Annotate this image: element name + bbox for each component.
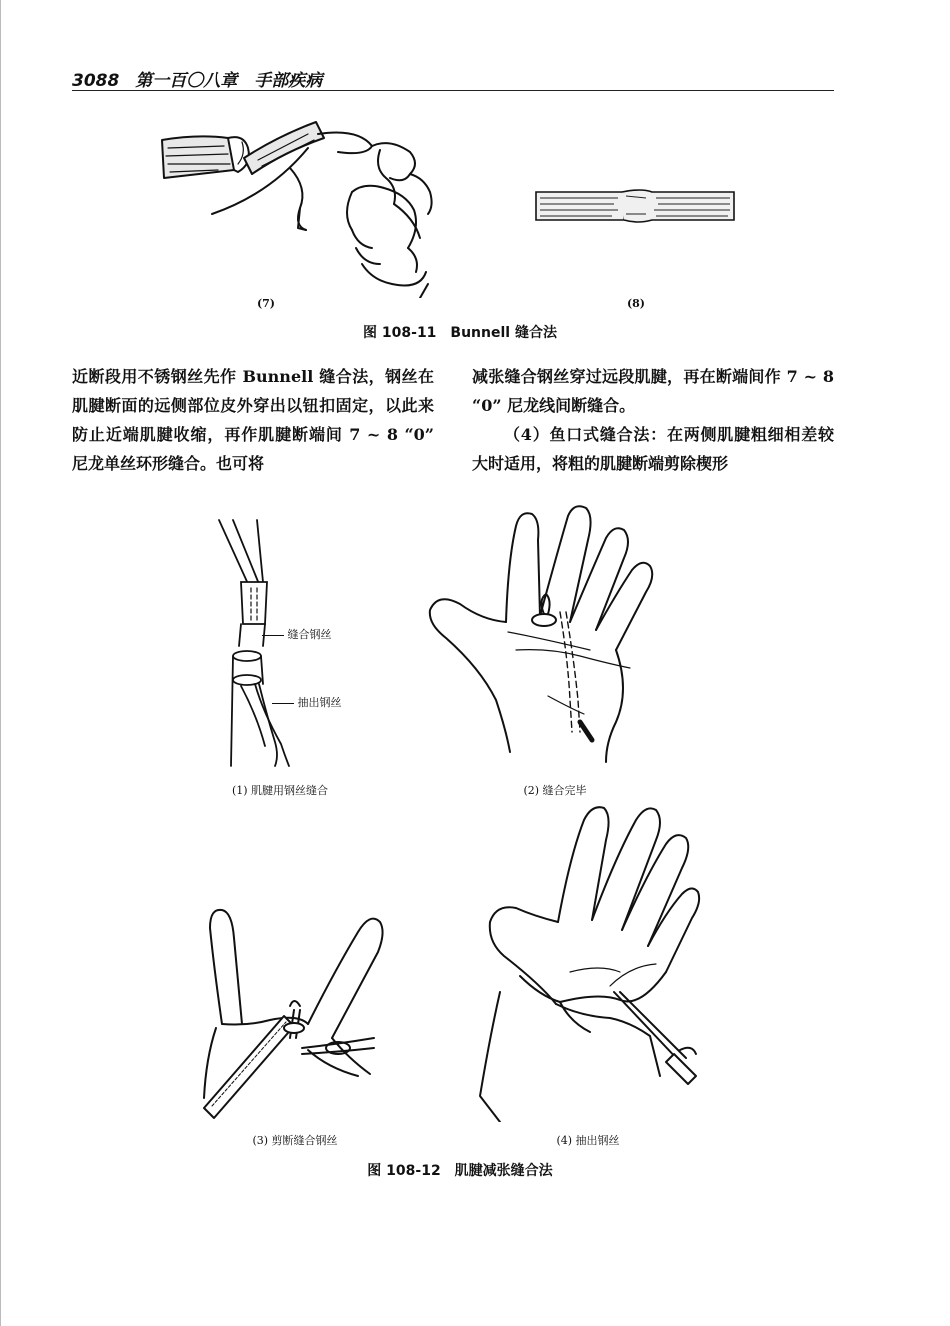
figure-108-12-sublabel-3: (3) 剪断缝合钢丝 xyxy=(252,1134,338,1147)
body-right-paragraph-2: （4）鱼口式缝合法：在两侧肌腱粗细相差较大时适用，将粗的肌腱断端剪除楔形 xyxy=(472,425,834,473)
figure-108-12-2-illustration xyxy=(420,500,670,770)
figure-108-12-3-illustration xyxy=(198,898,388,1124)
figure-108-12-4-illustration xyxy=(460,796,710,1122)
body-right-paragraph-1: 减张缝合钢丝穿过远段肌腱，再在断端间作 7 ~ 8 “0” 尼龙线间断缝合。 xyxy=(472,367,834,415)
callout-pullout-wire-line xyxy=(272,703,294,704)
callout-pullout-wire-label: 抽出钢丝 xyxy=(297,696,342,709)
page-edge xyxy=(0,0,1,1326)
figure-108-12-sublabel-2: (2) 缝合完毕 xyxy=(523,784,587,797)
body-right-column xyxy=(472,362,834,478)
figure-108-11-sublabel-7: (7) xyxy=(256,297,276,310)
callout-suture-wire-label: 缝合钢丝 xyxy=(287,628,332,641)
figure-108-12-1-illustration xyxy=(205,516,295,772)
callout-suture-wire-line xyxy=(262,635,284,636)
running-header xyxy=(72,66,834,91)
figure-108-11-sublabel-8: (8) xyxy=(626,297,646,310)
figure-108-11-7-illustration xyxy=(158,108,468,298)
chapter-title: 第一百〇八章 手部疾病 xyxy=(135,71,323,91)
callout-suture-wire xyxy=(262,626,332,642)
body-left-column xyxy=(72,362,434,478)
figure-108-12-sublabel-4: (4) 抽出钢丝 xyxy=(556,1134,620,1147)
figure-108-12-sublabel-1: (1) 肌腱用钢丝缝合 xyxy=(231,784,329,797)
body-left-paragraph: 近断段用不锈钢丝先作 Bunnell 缝合法，钢丝在肌腱断面的远侧部位皮外穿出以钮扣固定，以此来防止近端肌腱收缩，再作肌腱断端间 7 ~ 8 “0” 尼龙单丝环形缝合。也可将 xyxy=(72,367,434,473)
figure-108-12-caption: 图 108-12 肌腱减张缝合法 xyxy=(367,1163,553,1179)
figure-108-11-8-illustration xyxy=(534,186,738,226)
callout-pullout-wire xyxy=(272,694,342,710)
figure-108-11-caption: 图 108-11 Bunnell 缝合法 xyxy=(363,325,557,341)
page-number: 3088 xyxy=(72,71,120,91)
